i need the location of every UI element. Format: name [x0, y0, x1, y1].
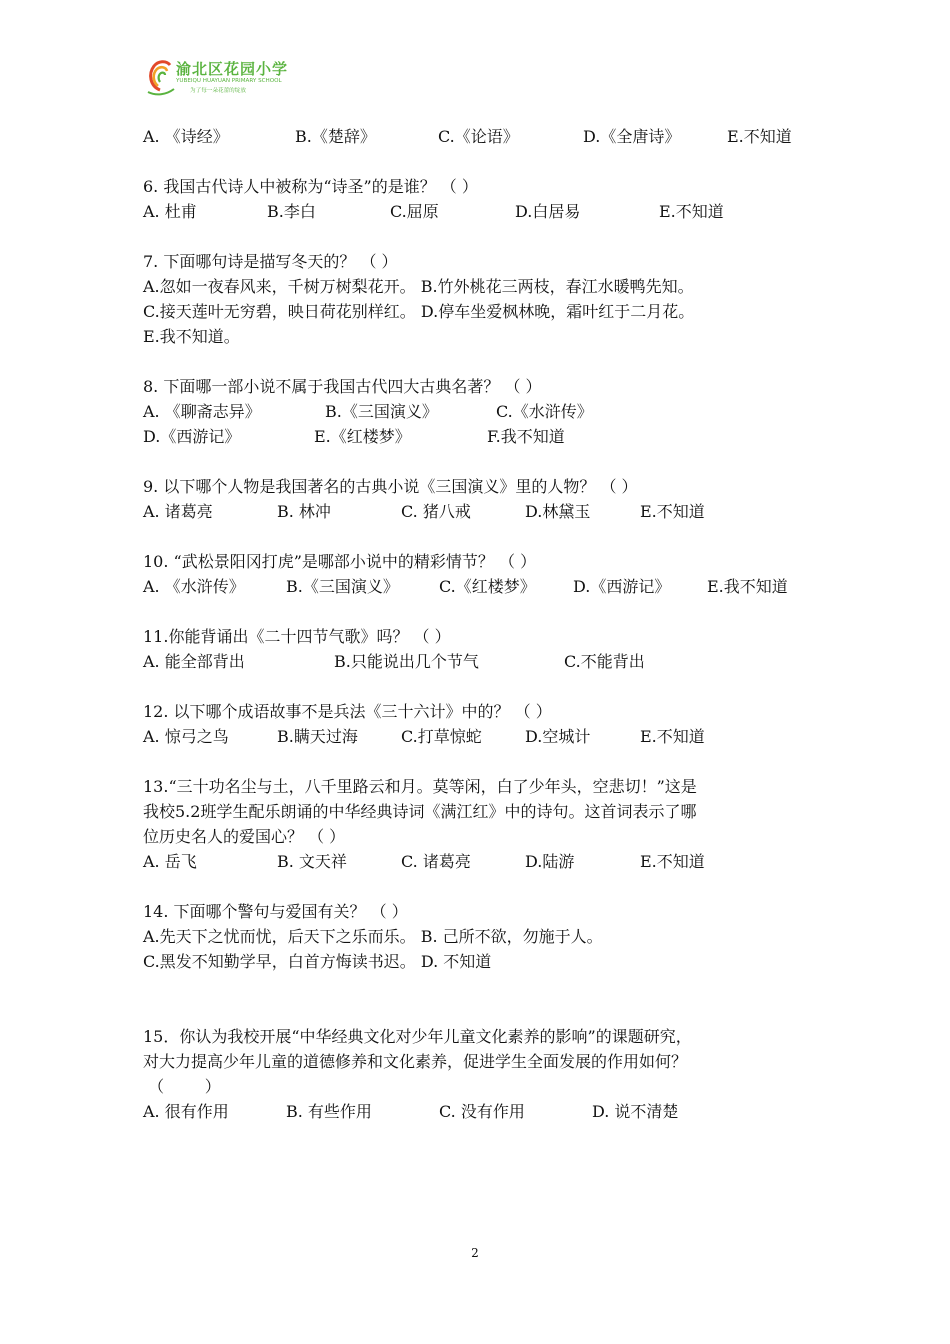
- option[interactable]: B.瞒天过海: [277, 727, 358, 746]
- question-14: [143, 899, 823, 974]
- school-motto: 为了每一朵花蕾的绽放: [190, 88, 246, 94]
- school-name: 渝北区花园小学: [176, 60, 289, 78]
- question-6: [143, 174, 823, 224]
- question-stem: 8. 下面哪一部小说不属于我国古代四大古典名著？ （ ）: [143, 377, 542, 396]
- option-row: [143, 849, 823, 874]
- option[interactable]: D.陆游: [525, 852, 575, 871]
- questionnaire: [143, 124, 823, 1124]
- option[interactable]: C.《水浒传》: [496, 402, 593, 421]
- option[interactable]: C. 诸葛亮: [401, 852, 471, 871]
- option[interactable]: A. 岳飞: [143, 852, 197, 871]
- question-10: [143, 549, 823, 599]
- question-13: [143, 774, 823, 874]
- option-row: [143, 424, 823, 449]
- question-9: [143, 474, 823, 524]
- option[interactable]: E.不知道: [640, 852, 705, 871]
- option[interactable]: C.屈原: [390, 202, 439, 221]
- page-number: 2: [471, 1246, 479, 1260]
- option[interactable]: A. 能全部背出: [143, 652, 245, 671]
- question-7: [143, 249, 823, 349]
- question-15: [143, 1024, 823, 1124]
- option[interactable]: B. 文天祥: [277, 852, 347, 871]
- school-logo: [146, 54, 289, 100]
- option[interactable]: E.我不知道: [707, 577, 788, 596]
- option[interactable]: D.《西游记》: [143, 427, 241, 446]
- question-stem: （ ）: [143, 1077, 221, 1096]
- option[interactable]: B. 林冲: [277, 502, 331, 521]
- option[interactable]: A. 杜甫: [143, 202, 197, 221]
- question-5: [143, 124, 823, 149]
- option-row: [143, 124, 823, 149]
- option-line[interactable]: E.我不知道。: [143, 327, 240, 346]
- school-name-en: YUBEIQU HUAYUAN PRIMARY SCHOOL: [176, 78, 282, 84]
- option[interactable]: E.不知道: [640, 727, 705, 746]
- option[interactable]: D.空城计: [525, 727, 591, 746]
- question-stem: 10. “武松景阳冈打虎”是哪部小说中的精彩情节？ （ ）: [143, 552, 537, 571]
- question-stem: 6. 我国古代诗人中被称为“诗圣”的是谁？ （ ）: [143, 177, 478, 196]
- question-stem: 对大力提高少年儿童的道德修养和文化素养，促进学生全面发展的作用如何？: [143, 1052, 688, 1071]
- option-row: [143, 399, 823, 424]
- question-11: [143, 624, 823, 674]
- option[interactable]: A. 《诗经》: [143, 127, 229, 146]
- option-line[interactable]: A.先天下之忧而忧，后天下之乐而乐。 B. 己所不欲，勿施于人。: [143, 927, 603, 946]
- question-stem: 位历史名人的爱国心？ （ ）: [143, 827, 346, 846]
- option[interactable]: F.我不知道: [487, 427, 565, 446]
- option[interactable]: A. 很有作用: [143, 1102, 229, 1121]
- question-8: [143, 374, 823, 449]
- option[interactable]: C.《红楼梦》: [439, 577, 536, 596]
- option[interactable]: E.《红楼梦》: [314, 427, 411, 446]
- option[interactable]: B.《三国演义》: [325, 402, 438, 421]
- option-row: [143, 724, 823, 749]
- option[interactable]: E.不知道: [727, 127, 792, 146]
- option[interactable]: C.《论语》: [438, 127, 519, 146]
- option[interactable]: B.《楚辞》: [295, 127, 376, 146]
- question-stem: 我校5.2班学生配乐朗诵的中华经典诗词《满江红》中的诗句。这首词表示了哪: [143, 802, 697, 821]
- question-stem: 7. 下面哪句诗是描写冬天的？ （ ）: [143, 252, 398, 271]
- school-emblem-icon: [146, 56, 176, 96]
- option-row: [143, 649, 823, 674]
- option[interactable]: B.《三国演义》: [286, 577, 399, 596]
- option[interactable]: D.林黛玉: [525, 502, 591, 521]
- option[interactable]: D.白居易: [515, 202, 581, 221]
- option[interactable]: D.《全唐诗》: [583, 127, 681, 146]
- option-row: [143, 199, 823, 224]
- option[interactable]: A. 诸葛亮: [143, 502, 213, 521]
- option[interactable]: B. 有些作用: [286, 1102, 372, 1121]
- option-row: [143, 574, 823, 599]
- option[interactable]: A. 惊弓之鸟: [143, 727, 229, 746]
- option[interactable]: C.不能背出: [564, 652, 645, 671]
- option[interactable]: C.打草惊蛇: [401, 727, 482, 746]
- option[interactable]: A. 《聊斋志异》: [143, 402, 261, 421]
- option[interactable]: A. 《水浒传》: [143, 577, 245, 596]
- question-stem: 15．你认为我校开展“中华经典文化对少年儿童文化素养的影响”的课题研究，: [143, 1027, 692, 1046]
- option[interactable]: D. 说不清楚: [592, 1102, 679, 1121]
- option-row: [143, 1099, 823, 1124]
- option-line[interactable]: A.忽如一夜春风来，千树万树梨花开。 B.竹外桃花三两枝，春江水暖鸭先知。: [143, 277, 694, 296]
- option[interactable]: C. 猪八戒: [401, 502, 471, 521]
- question-stem: 12. 以下哪个成语故事不是兵法《三十六计》中的？ （ ）: [143, 702, 552, 721]
- option[interactable]: B.只能说出几个节气: [334, 652, 479, 671]
- option-line[interactable]: C.接天莲叶无穷碧，映日荷花别样红。 D.停车坐爱枫林晚，霜叶红于二月花。: [143, 302, 695, 321]
- question-stem: 13.“三十功名尘与土，八千里路云和月。莫等闲，白了少年头，空悲切！”这是: [143, 777, 697, 796]
- option-line[interactable]: C.黑发不知勤学早，白首方悔读书迟。 D. 不知道: [143, 952, 492, 971]
- question-stem: 9. 以下哪个人物是我国著名的古典小说《三国演义》里的人物？ （ ）: [143, 477, 638, 496]
- option[interactable]: B.李白: [267, 202, 316, 221]
- question-stem: 14. 下面哪个警句与爱国有关？ （ ）: [143, 902, 408, 921]
- option-row: [143, 499, 823, 524]
- option[interactable]: E.不知道: [640, 502, 705, 521]
- option[interactable]: E.不知道: [659, 202, 724, 221]
- question-stem: 11.你能背诵出《二十四节气歌》吗？ （ ）: [143, 627, 451, 646]
- question-12: [143, 699, 823, 749]
- option[interactable]: C. 没有作用: [439, 1102, 525, 1121]
- option[interactable]: D.《西游记》: [573, 577, 671, 596]
